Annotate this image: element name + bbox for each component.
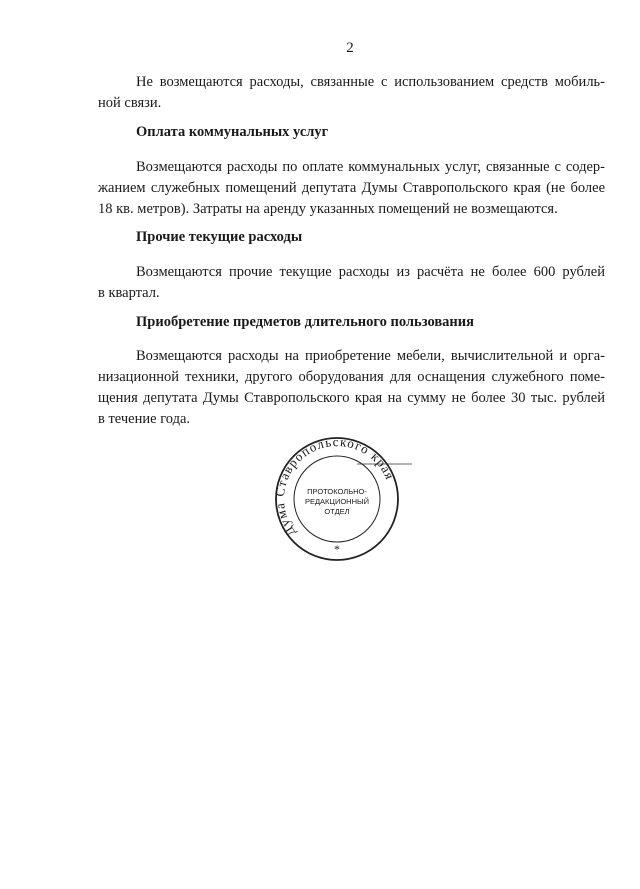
paragraph-line: щения депутата Думы Ставропольского края на сумму не более 30 тыс. рублей — [98, 390, 605, 406]
stamp-ring-text: Дума Ставропольского края — [271, 436, 399, 540]
stamp-center-line-3: ОТДЕЛ — [324, 507, 350, 516]
paragraph-line: низационной техники, другого оборудования для оснащения служебного поме- — [98, 369, 605, 385]
paragraph-line: Возмещаются расходы на приобретение мебели, вычислительной и орга- — [136, 348, 605, 364]
paragraph-line: Не возмещаются расходы, связанные с использованием средств мобиль- — [136, 74, 605, 90]
paragraph-line: в квартал. — [98, 285, 160, 301]
paragraph-mobile-communication — [98, 72, 605, 114]
paragraph-line: жанием служебных помещений депутата Думы Ставропольского края (не более — [98, 180, 605, 196]
stamp-star: * — [334, 542, 340, 556]
paragraph-utilities — [98, 157, 605, 220]
stamp-center-line-2: РЕДАКЦИОННЫЙ — [304, 497, 370, 506]
paragraph-line: Возмещаются расходы по оплате коммунальных услуг, связанные с содер- — [136, 159, 605, 175]
official-stamp — [262, 436, 412, 566]
paragraph-line: в течение года. — [98, 411, 191, 427]
paragraph-line: ной связи. — [98, 95, 162, 111]
page-number: 2 — [346, 40, 354, 56]
paragraph-line: Возмещаются прочие текущие расходы из расчёта не более 600 рублей — [136, 264, 605, 280]
section-heading-other-expenses: Прочие текущие расходы — [136, 229, 303, 245]
paragraph-line: 18 кв. метров). Затраты на аренду указанных помещений не возмещаются. — [98, 201, 558, 217]
paragraph-other-expenses — [98, 262, 605, 304]
stamp-center-line-1: ПРОТОКОЛЬНО- — [307, 487, 367, 496]
paragraph-durable-goods — [98, 346, 605, 430]
section-heading-durable-goods: Приобретение предметов длительного пользования — [136, 314, 474, 330]
section-heading-utilities: Оплата коммунальных услуг — [136, 124, 329, 140]
